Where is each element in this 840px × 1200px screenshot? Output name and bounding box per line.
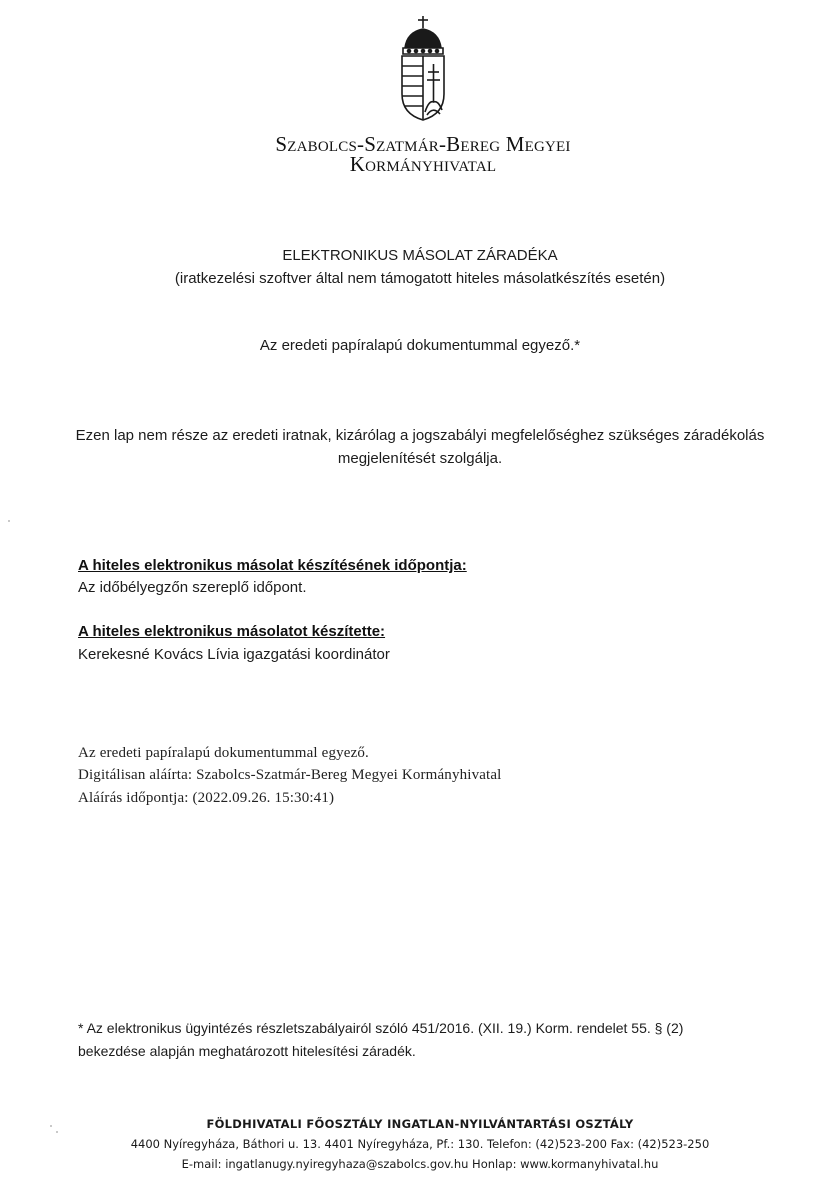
clause-note-line1: Ezen lap nem része az eredeti iratnak, kizárólag a jogszabályi megfelelőséghez szükséges záradékolás (75, 427, 765, 444)
footer-department: FÖLDHIVATALI FŐOSZTÁLY INGATLAN-NYILVÁNTARTÁSI OSZTÁLY (206, 1117, 634, 1131)
clause-subtitle: (iratkezelési szoftver által nem támogatott hiteles másolatkészítés esetén) (174, 270, 666, 287)
copy-time-heading: A hiteles elektronikus másolat készítésének időpontja: (78, 557, 467, 574)
copy-maker-heading: A hiteles elektronikus másolatot készítette: (78, 623, 386, 640)
clause-note-line2: megjelenítését szolgálja. (337, 450, 503, 467)
footnote-line2: bekezdése alapján meghatározott hitelesítési záradék. (78, 1043, 416, 1059)
copy-time-value: Az időbélyegzőn szereplő időpont. (78, 579, 307, 596)
clause-title: ELEKTRONIKUS MÁSOLAT ZÁRADÉKA (282, 247, 558, 264)
signature-timestamp: Aláírás időpontja: (2022.09.26. 15:30:41) (78, 790, 335, 806)
footnote-line1: * Az elektronikus ügyintézés részletszabályairól szóló 451/2016. (XII. 19.) Korm. rendelet 55. § (2) (78, 1020, 684, 1036)
scan-speck (56, 1131, 58, 1133)
footer-address: 4400 Nyíregyháza, Báthori u. 13. 4401 Nyíregyháza, Pf.: 130. Telefon: (42)523-200 Fax: (42)523-250 (130, 1137, 710, 1151)
copy-maker-value: Kerekesné Kovács Lívia igazgatási koordinátor (78, 646, 390, 663)
equal-statement: Az eredeti papíralapú dokumentummal egyező.* (259, 337, 581, 354)
signature-line1: Az eredeti papíralapú dokumentummal egyező. (78, 745, 369, 761)
organization-name-line2: Kormányhivatal (349, 152, 497, 176)
scan-speck (8, 520, 10, 522)
organization-name-line1: Szabolcs-Szatmár-Bereg Megyei (275, 132, 571, 156)
signature-line2: Digitálisan aláírta: Szabolcs-Szatmár-Bereg Megyei Kormányhivatal (78, 767, 502, 783)
footer-contact: E-mail: ingatlanugy.nyiregyhaza@szabolcs.gov.hu Honlap: www.kormanyhivatal.hu (181, 1157, 659, 1171)
hungarian-coat-of-arms-icon (397, 14, 449, 124)
scan-speck (50, 1125, 52, 1127)
